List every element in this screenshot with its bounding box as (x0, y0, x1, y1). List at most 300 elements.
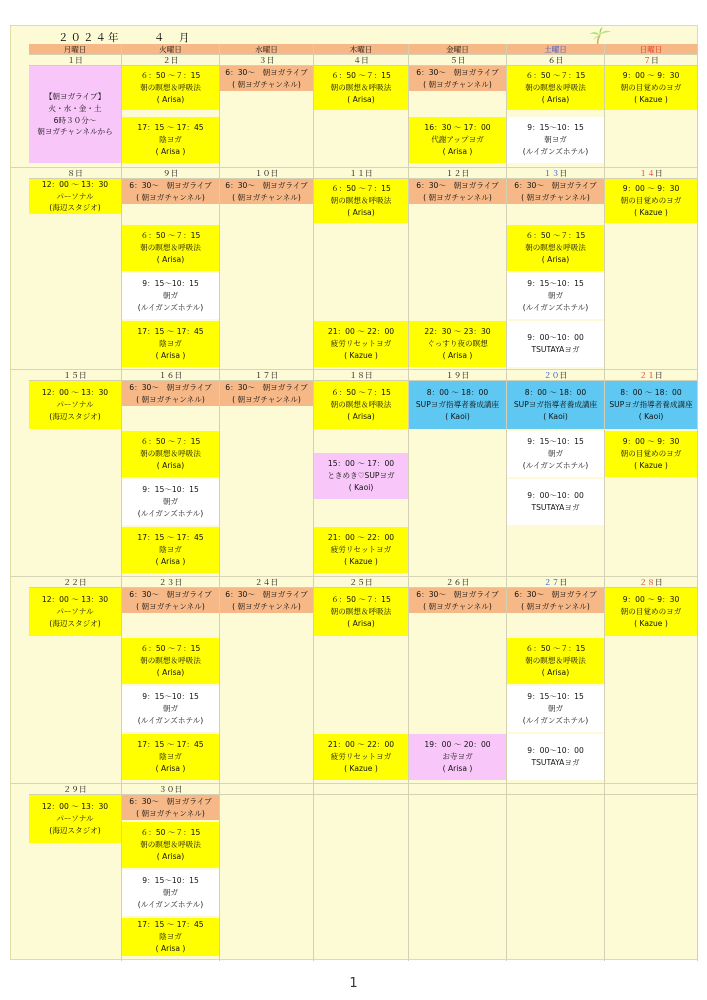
class-event[interactable] (122, 527, 220, 573)
date-suffix: 日 (270, 371, 279, 380)
date-number: ２４ (254, 578, 271, 587)
event-time: 9：00 〜 9：30 (622, 184, 680, 194)
date-cell (122, 168, 220, 179)
class-event[interactable] (122, 638, 220, 684)
event-title: ( 朝ヨガチャンネル) (232, 79, 301, 89)
event-title: パーソナル (56, 400, 94, 410)
class-event[interactable] (507, 686, 605, 732)
event-time: 21：00 〜 22：00 (327, 740, 395, 750)
day-column (409, 795, 507, 961)
event-title: 朝の瞑想＆呼吸法 (525, 656, 586, 666)
event-title: ( 朝ヨガチャンネル) (521, 601, 590, 611)
event-time: 6：30〜 朝ヨガライブ (129, 796, 212, 806)
event-title: 疲労リセットヨガ (330, 545, 392, 555)
weekday-label: 火曜日 (159, 45, 182, 54)
date-suffix: 日 (361, 56, 369, 65)
event-title: ( 朝ヨガチャンネル) (136, 601, 205, 611)
class-event[interactable] (220, 179, 314, 204)
class-event[interactable] (122, 795, 220, 820)
event-time: 【朝ヨガライブ】 (44, 91, 106, 101)
date-cell (605, 370, 698, 381)
event-title: ( 朝ヨガチャンネル) (423, 192, 492, 202)
date-cell (507, 784, 605, 795)
date-suffix: 日 (78, 371, 87, 380)
date-suffix: 日 (559, 371, 568, 380)
class-event[interactable] (507, 638, 605, 684)
class-event[interactable] (605, 431, 698, 477)
class-event[interactable] (605, 179, 698, 223)
date-suffix: 日 (174, 578, 183, 587)
date-number: ２６ (445, 578, 462, 587)
event-detail: ( Arisa ) (442, 350, 473, 360)
date-suffix: 日 (266, 56, 275, 65)
event-time: ６：50 〜７：15 (140, 437, 201, 447)
event-title: 朝の目覚めのヨガ (620, 196, 682, 206)
day-column (507, 795, 605, 961)
event-title: SUPヨガ指導者養成講座 (415, 400, 500, 410)
date-suffix: 日 (270, 169, 279, 178)
date-suffix: 日 (364, 371, 373, 380)
date-cell (409, 55, 507, 66)
class-event[interactable] (29, 179, 122, 214)
event-detail: (ルイガンズホテル) (137, 508, 204, 518)
date-number: １８ (349, 371, 365, 380)
week-divider (10, 783, 698, 784)
event-title: 疲労リセットヨガ (330, 339, 392, 349)
event-title: 疲労リセットヨガ (330, 752, 392, 762)
date-number: ７ (643, 56, 651, 65)
event-title: 陰ヨガ (159, 752, 182, 762)
class-event[interactable] (507, 273, 605, 319)
event-detail: ( Arisa) (156, 254, 185, 264)
date-suffix: 日 (174, 371, 183, 380)
event-time: 8：00 〜 18：00 (524, 388, 587, 398)
event-title: 朝の目覚めのヨガ (620, 83, 682, 93)
class-event[interactable] (122, 588, 220, 613)
date-number: １２ (445, 169, 462, 178)
class-event[interactable] (122, 179, 220, 204)
date-cell (220, 370, 314, 381)
date-cell (29, 370, 122, 381)
event-detail: ( Arisa) (156, 460, 185, 470)
class-event[interactable] (605, 588, 698, 636)
weekday-label: 月曜日 (63, 45, 87, 54)
weekday-label: 木曜日 (349, 45, 373, 54)
date-number: ８ (67, 169, 75, 178)
event-time: 6：30〜 朝ヨガライブ (416, 589, 499, 599)
date-suffix: 日 (555, 56, 564, 65)
class-event[interactable] (409, 734, 507, 780)
date-cell (314, 168, 409, 179)
day-column (220, 381, 314, 577)
class-event[interactable] (507, 66, 605, 110)
day-column (220, 795, 314, 961)
class-event[interactable] (409, 66, 507, 91)
event-time: 9：00 〜 9：30 (622, 595, 680, 605)
event-title: 陰ヨガ (159, 339, 182, 349)
event-time: 9：00 〜 9：30 (622, 71, 680, 81)
date-number: １０ (254, 169, 271, 178)
event-time: 6：30〜 朝ヨガライブ (416, 180, 499, 190)
weekday-label: 日曜日 (639, 45, 663, 54)
event-time: 17：15 〜 17：45 (137, 123, 204, 133)
event-time: ６：50 〜７：15 (331, 184, 391, 194)
event-detail: (海辺スタジオ) (49, 411, 101, 421)
event-title: ときめき♡SUPヨガ (327, 471, 395, 481)
date-suffix: 日 (651, 56, 659, 65)
date-cell (29, 55, 122, 66)
day-column (220, 588, 314, 784)
class-event[interactable] (314, 66, 409, 110)
event-title: パーソナル (56, 191, 94, 201)
date-number: １４ (639, 169, 655, 178)
class-event[interactable] (220, 66, 314, 91)
date-cell (220, 784, 314, 795)
class-event[interactable] (314, 588, 409, 636)
class-event[interactable] (409, 117, 507, 163)
date-cell (507, 168, 605, 179)
event-detail: ( Arisa) (541, 254, 570, 264)
date-cell (122, 784, 220, 795)
event-title: ぐっすり夜の瞑想 (427, 339, 488, 349)
class-event[interactable] (409, 588, 507, 613)
event-time: 6：30〜 朝ヨガライブ (225, 382, 308, 392)
class-event[interactable] (122, 66, 220, 110)
event-time: 16：30 〜 17：00 (424, 123, 491, 133)
date-cell (29, 784, 122, 795)
date-number: ２９ (63, 785, 79, 794)
event-title: ( 朝ヨガチャンネル) (136, 192, 205, 202)
event-detail: ( Arisa ) (155, 146, 186, 156)
weekday-header (314, 44, 409, 55)
class-event[interactable] (409, 179, 507, 204)
event-detail: ( Arisa ) (155, 556, 186, 566)
event-detail: ( Arisa) (541, 94, 570, 104)
event-title: 朝の瞑想＆呼吸法 (330, 400, 392, 410)
class-event[interactable] (29, 588, 122, 636)
event-title: TSUTAYAヨガ (531, 345, 580, 354)
date-cell (314, 784, 409, 795)
event-title: 朝ガ (162, 888, 179, 898)
event-detail: ( Kazue ) (634, 618, 668, 628)
class-event[interactable] (122, 870, 220, 916)
week-divider (10, 167, 698, 168)
event-time: 6：30〜 朝ヨガライブ (225, 589, 308, 599)
event-time: ６：50 〜７：15 (140, 828, 201, 838)
event-detail: ( Arisa) (347, 207, 375, 217)
event-detail: 朝ヨガチャンネルから (37, 127, 113, 137)
event-title: ( 朝ヨガチャンネル) (136, 394, 205, 404)
date-number: ４ (353, 56, 361, 65)
event-detail: (ルイガンズホテル) (137, 715, 204, 725)
class-event[interactable] (122, 381, 220, 406)
event-detail: (ルイガンズホテル) (522, 715, 589, 725)
page-number: 1 (349, 976, 358, 991)
date-number: ５ (449, 56, 458, 65)
date-cell (314, 577, 409, 588)
day-column (314, 795, 409, 961)
event-time: 9：00〜10：00 (527, 333, 584, 343)
event-title: 朝の瞑想＆呼吸法 (140, 656, 201, 666)
event-detail: ( Kaoi) (348, 482, 374, 492)
class-event[interactable] (507, 179, 605, 204)
event-time: 12：00 〜 13：30 (41, 179, 109, 189)
date-suffix: 日 (364, 169, 373, 178)
event-time: ６：50 〜７：15 (525, 231, 586, 241)
date-number: １５ (63, 371, 79, 380)
date-number: １９ (445, 371, 462, 380)
event-detail: ( Arisa) (541, 667, 570, 677)
event-title: 朝の目覚めのヨガ (620, 449, 682, 459)
event-title: ( 朝ヨガチャンネル) (232, 601, 301, 611)
class-event[interactable] (507, 479, 605, 525)
event-detail: ( Arisa) (156, 851, 185, 861)
event-detail: (海辺スタジオ) (49, 203, 101, 213)
event-time: 6：30〜 朝ヨガライブ (129, 180, 212, 190)
event-title: 火・水・金・土 (48, 103, 102, 113)
event-title: パーソナル (56, 814, 94, 824)
event-detail: ( Arisa) (347, 411, 375, 421)
event-time: 9：15〜10：15 (527, 692, 584, 702)
date-number: ２１ (639, 371, 655, 380)
event-detail: 6時３０分〜 (53, 115, 97, 125)
class-event[interactable] (314, 179, 409, 223)
weekday-header (122, 44, 220, 55)
date-number: ２３ (158, 578, 175, 587)
class-event[interactable] (507, 588, 605, 613)
class-event[interactable] (122, 225, 220, 271)
class-event[interactable] (122, 479, 220, 525)
date-number: １６ (158, 371, 175, 380)
event-detail: ( Arisa ) (442, 146, 473, 156)
event-detail: ( Arisa) (156, 667, 185, 677)
event-time: 9：00〜10：00 (527, 491, 584, 501)
class-event[interactable] (220, 381, 314, 406)
class-event[interactable] (507, 381, 605, 429)
event-title: 代謝アップヨガ (431, 135, 484, 145)
event-title: 朝の目覚めのヨガ (620, 607, 682, 617)
event-title: 朝ガ (547, 291, 564, 301)
event-detail: ( Arisa ) (442, 763, 473, 773)
month-label: ４ 月 (153, 32, 192, 44)
event-time: ６：50 〜７：15 (331, 388, 391, 398)
event-time: 8：00 〜 18：00 (426, 388, 489, 398)
date-suffix: 日 (654, 578, 663, 587)
date-suffix: 日 (461, 371, 470, 380)
class-event[interactable] (122, 734, 220, 780)
date-number: ６ (547, 56, 556, 65)
date-number: ３ (258, 56, 267, 65)
date-cell (29, 168, 122, 179)
class-event[interactable] (29, 66, 122, 163)
date-cell (29, 577, 122, 588)
event-time: 6：30〜 朝ヨガライブ (129, 382, 212, 392)
date-cell (409, 784, 507, 795)
date-number: ９ (162, 169, 171, 178)
date-cell (122, 370, 220, 381)
class-event[interactable] (314, 734, 409, 780)
event-title: SUPヨガ指導者養成講座 (513, 400, 598, 410)
event-time: 15：00 〜 17：00 (327, 459, 395, 469)
event-time: 17：15 〜 17：45 (137, 533, 204, 543)
event-title: ( 朝ヨガチャンネル) (423, 79, 492, 89)
class-event[interactable] (220, 588, 314, 613)
class-event[interactable] (605, 381, 698, 429)
event-title: 朝の瞑想＆呼吸法 (140, 83, 201, 93)
date-number: ２８ (639, 578, 655, 587)
event-title: 朝ガ (162, 497, 179, 507)
event-detail: ( Arisa) (347, 618, 375, 628)
event-time: 6：30〜 朝ヨガライブ (225, 67, 308, 77)
class-event[interactable] (507, 431, 605, 477)
date-cell (220, 577, 314, 588)
event-time: 9：15〜10：15 (527, 279, 584, 289)
weekday-label: 金曜日 (446, 45, 469, 54)
event-title: ( 朝ヨガチャンネル) (232, 394, 301, 404)
class-event[interactable] (122, 321, 220, 367)
day-column (220, 179, 314, 370)
weekday-header (409, 44, 507, 55)
date-number: １７ (254, 371, 271, 380)
date-cell (122, 577, 220, 588)
weekday-header (605, 44, 698, 55)
event-title: 朝ガ (547, 449, 564, 459)
event-detail: ( Arisa ) (155, 943, 186, 953)
date-suffix: 日 (654, 169, 663, 178)
event-time: 9：00 〜 9：30 (622, 437, 680, 447)
date-cell (507, 55, 605, 66)
event-time: ６：50 〜７：15 (140, 231, 201, 241)
event-time: ６：50 〜７：15 (140, 644, 201, 654)
week-divider (10, 576, 698, 577)
event-detail: ( Kazue ) (344, 350, 378, 360)
event-time: 21：00 〜 22：00 (327, 533, 395, 543)
event-detail: (ルイガンズホテル) (522, 302, 589, 312)
weekday-header (220, 44, 314, 55)
date-cell (605, 784, 698, 795)
class-event[interactable] (409, 381, 507, 429)
date-suffix: 日 (75, 169, 83, 178)
event-time: 17：15 〜 17：45 (137, 920, 204, 930)
date-cell (605, 55, 698, 66)
date-suffix: 日 (364, 578, 373, 587)
event-detail: ( Arisa ) (155, 350, 186, 360)
date-suffix: 日 (75, 56, 83, 65)
event-detail: ( Arisa ) (155, 763, 186, 773)
event-time: ６：50 〜７：15 (331, 595, 391, 605)
event-title: ( 朝ヨガチャンネル) (232, 192, 301, 202)
event-detail: ( Kazue ) (634, 207, 668, 217)
year-label: ２０２４年 (58, 32, 121, 44)
weekday-header (29, 44, 122, 55)
event-title: SUPヨガ指導者養成講座 (609, 400, 693, 410)
event-detail: ( Kazue ) (634, 94, 668, 104)
class-event[interactable] (409, 321, 507, 367)
class-event[interactable] (314, 527, 409, 573)
event-time: 21：00 〜 22：00 (327, 327, 395, 337)
event-title: 朝ガ (547, 704, 564, 714)
class-event[interactable] (122, 822, 220, 868)
event-detail: ( Kaoi) (543, 411, 568, 421)
date-number: １ (67, 56, 75, 65)
class-event[interactable] (122, 686, 220, 732)
event-title: 朝の瞑想＆呼吸法 (140, 449, 201, 459)
date-cell (507, 577, 605, 588)
class-event[interactable] (122, 431, 220, 477)
date-cell (314, 55, 409, 66)
date-cell (122, 55, 220, 66)
event-time: 8：00 〜 18：00 (620, 388, 682, 398)
event-title: 朝ヨガ (544, 135, 567, 145)
date-number: １３ (543, 169, 560, 178)
event-detail: ( Kazue ) (344, 763, 378, 773)
class-event[interactable] (314, 453, 409, 499)
class-event[interactable] (314, 381, 409, 429)
weekday-header (507, 44, 605, 55)
event-time: 6：30〜 朝ヨガライブ (514, 589, 597, 599)
class-event[interactable] (605, 66, 698, 110)
date-cell (507, 370, 605, 381)
class-event[interactable] (507, 321, 605, 367)
event-time: ６：50 〜７：15 (331, 71, 391, 81)
event-detail: ( Arisa) (156, 94, 185, 104)
weekday-label: 水曜日 (255, 45, 278, 54)
class-event[interactable] (122, 273, 220, 319)
event-time: 6：30〜 朝ヨガライブ (129, 589, 212, 599)
event-title: ( 朝ヨガチャンネル) (423, 601, 492, 611)
date-number: ２０ (543, 371, 560, 380)
calendar-title (58, 30, 219, 45)
event-time: 6：30〜 朝ヨガライブ (514, 180, 597, 190)
class-event[interactable] (507, 734, 605, 780)
event-time: 19：00 〜 20：00 (424, 740, 491, 750)
event-title: 朝の瞑想＆呼吸法 (330, 83, 392, 93)
class-event[interactable] (122, 918, 220, 956)
event-time: 9：15〜10：15 (142, 485, 199, 495)
event-detail: (ルイガンズホテル) (137, 899, 204, 909)
event-time: ６：50 〜７：15 (525, 644, 586, 654)
class-event[interactable] (507, 225, 605, 271)
event-detail: (ルイガンズホテル) (522, 460, 589, 470)
class-event[interactable] (29, 795, 122, 843)
date-number: ２ (162, 56, 171, 65)
event-detail: ( Kaoi) (445, 411, 470, 421)
event-title: 陰ヨガ (159, 545, 182, 555)
date-suffix: 日 (174, 785, 183, 794)
event-title: ( 朝ヨガチャンネル) (136, 808, 205, 818)
class-event[interactable] (122, 117, 220, 163)
date-cell (409, 370, 507, 381)
date-suffix: 日 (170, 169, 179, 178)
event-title: 朝の瞑想＆呼吸法 (525, 243, 586, 253)
event-time: 22：30 〜 23：30 (424, 327, 491, 337)
event-title: 陰ヨガ (159, 932, 182, 942)
event-detail: (海辺スタジオ) (49, 825, 101, 835)
event-time: 12：00 〜 13：30 (41, 802, 109, 812)
date-cell (314, 370, 409, 381)
class-event[interactable] (507, 117, 605, 163)
event-title: TSUTAYAヨガ (531, 503, 580, 512)
event-title: 朝の瞑想＆呼吸法 (330, 607, 392, 617)
date-cell (220, 55, 314, 66)
event-title: TSUTAYAヨガ (531, 758, 580, 767)
event-time: 12：00 〜 13：30 (41, 595, 109, 605)
event-time: ６：50 〜７：15 (140, 71, 201, 81)
event-time: 9：00〜10：00 (527, 746, 584, 756)
event-time: 9：15〜10：15 (142, 876, 199, 886)
class-event[interactable] (314, 321, 409, 367)
class-event[interactable] (29, 381, 122, 429)
